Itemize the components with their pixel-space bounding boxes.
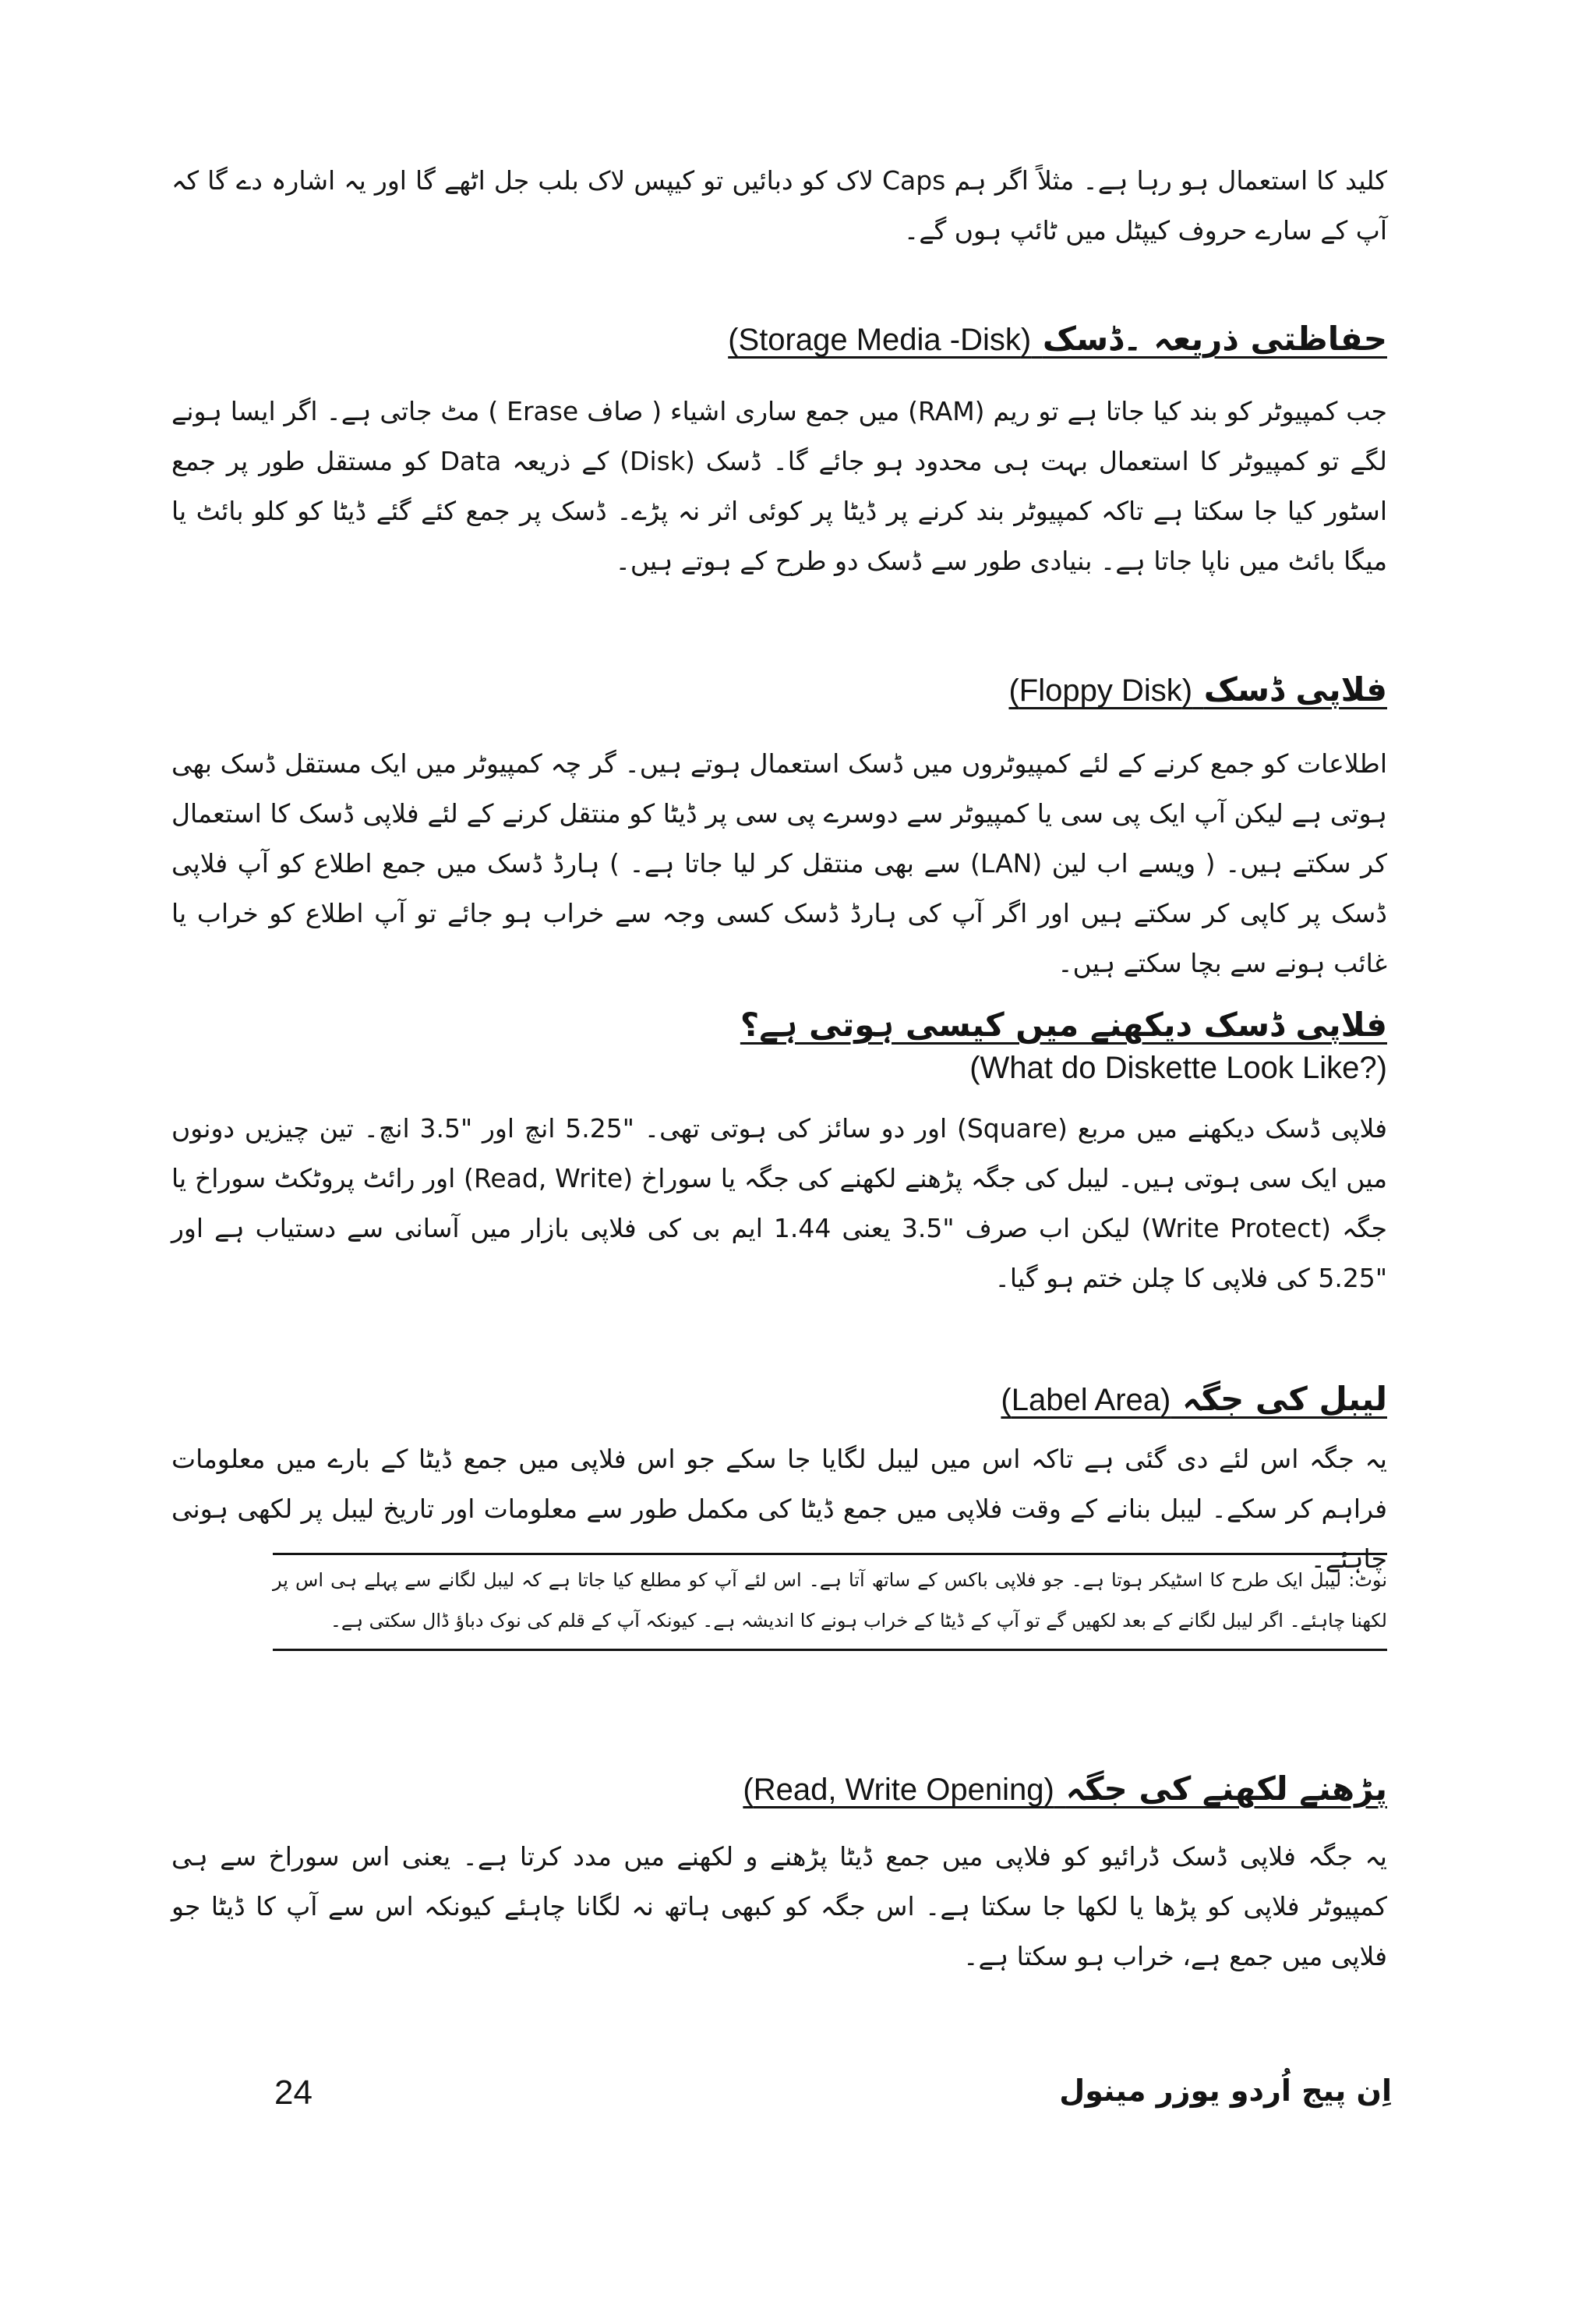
storage-paragraph: جب کمپیوٹر کو بند کیا جاتا ہے تو ریم (RAM) میں جمع ساری اشیاء ( صاف Erase ) مٹ جاتی ہے۔ اگر ایسا ہونے لگے تو کمپیوٹر کا استعمال بہت ہی محدود ہو جائے گا۔ ڈسک (Disk) کے ذریعہ Data کو مستقل طور پر جمع اسٹور کیا جا سکتا ہے تاکہ کمپیوٹر بند کرنے پر ڈیٹا پر کوئی اثر نہ پڑے۔ ڈسک پر جمع کئے گئے ڈیٹا کو کلو بائٹ یا میگا بائٹ میں ناپا جاتا ہے۔ بنیادی طور سے ڈسک دو طرح کے ہوتے ہیں۔: [171, 396, 1388, 576]
storage-heading-urdu: حفاظتی ذریعہ ۔ڈسک: [1042, 320, 1387, 358]
storage-heading-english: (Storage Media -Disk): [728, 323, 1032, 357]
footer-title: اِن پیج اُردو یوزر مینول: [1059, 2074, 1392, 2108]
intro-paragraph: کلید کا استعمال ہو رہا ہے۔ مثلاً اگر ہم Caps لاک کو دبائیں تو کیپس لاک بلب جل اٹھے گا اور یہ اشارہ دے گا کہ آپ کے سارے حروف کیپٹل میں ٹائپ ہوں گے۔: [171, 165, 1387, 246]
label-area-paragraph: یہ جگہ اس لئے دی گئی ہے تاکہ اس میں لیبل لگایا جا سکے جو اس فلاپی میں جمع ڈیٹا کے بارے میں معلومات فراہم کر سکے۔ لیبل بنانے کے وقت فلاپی میں جمع ڈیٹا کی مکمل طور سے معلومات اور تاریخ لیبل پر لکھی ہونی چاہئے۔: [171, 1444, 1387, 1574]
look-paragraph: فلاپی ڈسک دیکھنے میں مربع (Square) اور دو سائز کی ہوتی تھی۔ "5.25 انچ اور "3.5 انچ۔ تین چیزیں دونوں میں ایک سی ہوتی ہیں۔ لیبل کی جگہ پڑھنے لکھنے کی جگہ یا سوراخ (Read, Write) اور رائٹ پروٹکٹ سوراخ یا جگہ (Write Protect) لیکن اب صرف "3.5 یعنی 1.44 ایم بی کی فلاپی بازار میں آسانی سے دستیاب ہے اور "5.25 کی فلاپی کا چلن ختم ہو گیا۔: [171, 1113, 1388, 1293]
look-heading: فلاپی ڈسک دیکھنے میں کیسی ہوتی ہے؟: [740, 1006, 1387, 1044]
label-area-heading-english: (Label Area): [1001, 1383, 1171, 1417]
label-area-heading-urdu: لیبل کی جگہ: [1181, 1380, 1387, 1418]
look-subtitle: (What do Diskette Look Like?): [969, 1051, 1387, 1085]
note-box: [273, 1553, 1387, 1651]
floppy-heading-urdu: فلاپی ڈسک: [1203, 670, 1387, 709]
floppy-heading-english: (Floppy Disk): [1008, 673, 1193, 708]
read-write-heading-urdu: پڑھنے لکھنے کی جگہ: [1065, 1769, 1387, 1808]
page-footer: [0, 2074, 1596, 2136]
note-text: نوٹ: لیبل ایک طرح کا اسٹیکر ہوتا ہے۔ جو فلاپی باکس کے ساتھ آتا ہے۔ اس لئے آپ کو مطلع کیا جاتا ہے کہ لیبل لگانے سے پہلے ہی اس پر لکھنا چاہئے۔ اگر لیبل لگانے کے بعد لکھیں گے تو آپ کے ڈیٹا کے خراب ہونے کا اندیشہ ہے۔ کیونکہ آپ کے قلم کی نوک دباؤ ڈال سکتی ہے۔: [273, 1569, 1387, 1632]
label-area-heading: [1001, 1380, 1387, 1418]
read-write-heading-english: (Read, Write Opening): [743, 1773, 1054, 1807]
floppy-paragraph: اطلاعات کو جمع کرنے کے لئے کمپیوٹروں میں ڈسک استعمال ہوتے ہیں۔ گر چہ کمپیوٹر میں ایک مستقل ڈسک بھی ہوتی ہے لیکن آپ ایک پی سی یا کمپیوٹر سے دوسرے پی سی پر ڈیٹا کو منتقل کرنے کے لئے فلاپی ڈسک کا استعمال کر سکتے ہیں۔ ( ویسے اب لین (LAN) سے بھی منتقل کر لیا جاتا ہے۔ ) ہارڈ ڈسک میں جمع اطلاع کو آپ فلاپی ڈسک پر کاپی کر سکتے ہیں اور اگر آپ کی ہارڈ ڈسک کسی وجہ سے خراب ہو جائے تو آپ اطلاع کو خراب یا غائب ہونے سے بچا سکتے ہیں۔: [171, 748, 1387, 978]
read-write-paragraph: یہ جگہ فلاپی ڈسک ڈرائیو کو فلاپی میں جمع ڈیٹا پڑھنے و لکھنے میں مدد کرتا ہے۔ یعنی اس سوراخ سے ہی کمپیوٹر فلاپی کو پڑھا یا لکھا جا سکتا ہے۔ اس جگہ کو کبھی ہاتھ نہ لگانا چاہئے کیونکہ اس سے آپ کا ڈیٹا جو فلاپی میں جمع ہے، خراب ہو سکتا ہے۔: [171, 1841, 1387, 1971]
read-write-heading: [743, 1769, 1387, 1808]
page-number: 24: [274, 2074, 312, 2112]
floppy-heading: [1008, 670, 1387, 709]
storage-heading: [728, 320, 1387, 358]
